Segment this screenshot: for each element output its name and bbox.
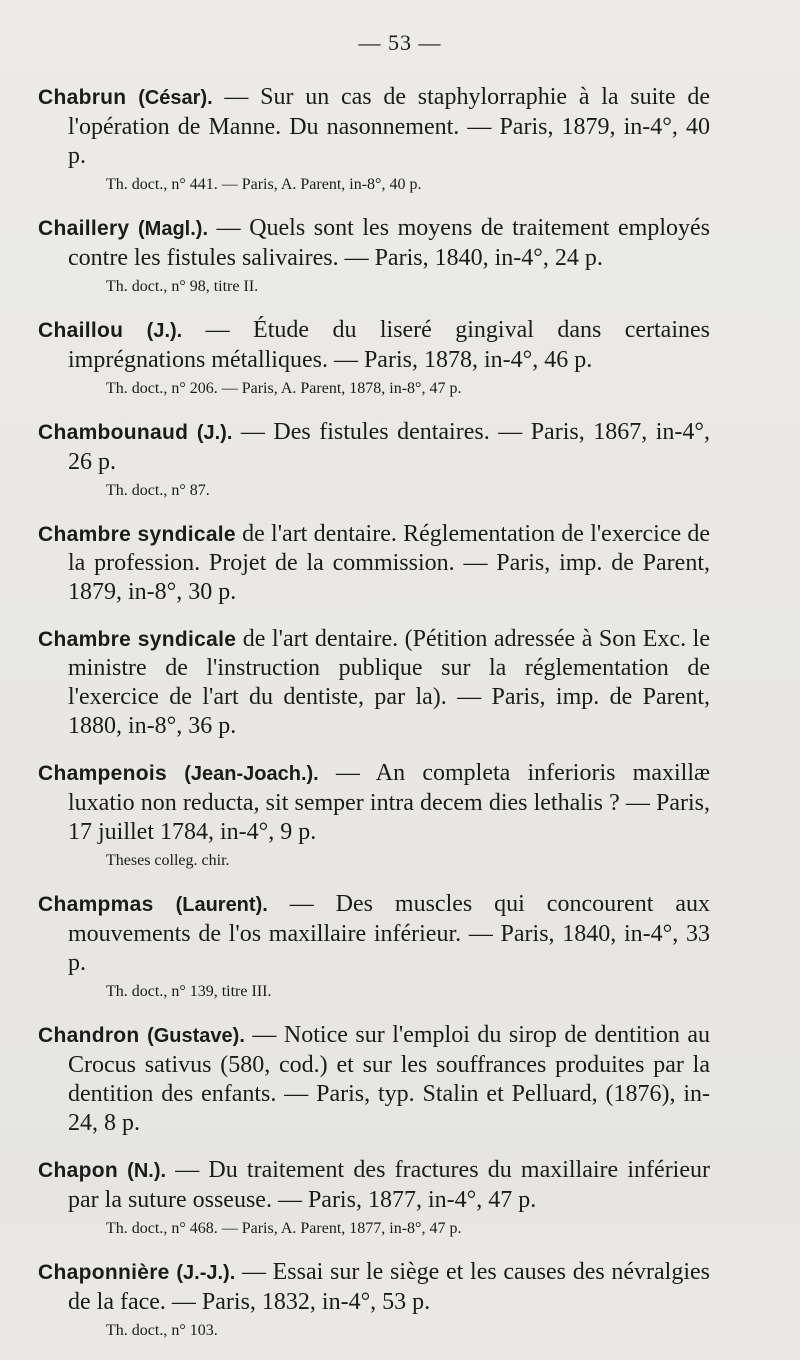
- entry-description: — Notice sur l'emploi du sirop de dentition au Crocus sativus (580, cod.) et sur les souffrances produites par la dentition des enfants. — Paris, typ. Stalin et Pelluard, (1876), in-24, 8 p.: [68, 1022, 711, 1136]
- entry-note: Th. doct., n° 139, titre III.: [106, 983, 272, 1000]
- bibliography-entry: [38, 1258, 710, 1342]
- author-given-name: (N.).: [127, 1160, 167, 1182]
- author-given-name: (J.).: [146, 320, 183, 342]
- author-name: Chapon: [38, 1159, 118, 1182]
- entry-text: [38, 1258, 710, 1317]
- entry-text: [38, 759, 710, 847]
- entry-text: [38, 890, 710, 978]
- bibliography-list: [38, 83, 710, 1360]
- bibliography-entry: [38, 759, 710, 872]
- author-name: Champmas: [38, 893, 154, 916]
- author-given-name: (J.).: [196, 422, 233, 444]
- author-name: Chaillou: [38, 319, 124, 342]
- author-name: Chaponnière: [38, 1261, 170, 1284]
- entry-description: — Des muscles qui concourent aux mouvements de l'os maxillaire inférieur. — Paris, 1840, in-4°, 33 p.: [68, 891, 711, 976]
- entry-text: [38, 625, 710, 741]
- bibliography-entry: [38, 418, 710, 502]
- entry-text: [38, 520, 710, 607]
- entry-note: Th. doct., n° 441. — Paris, A. Parent, in-8°, 40 p.: [106, 176, 422, 193]
- entry-description: — An completa inferioris maxillæ luxatio non reducta, sit semper intra decem dies lethalis ? — Paris, 17 juillet 1784, in-4°, 9 p.: [68, 760, 710, 845]
- entry-text: [38, 316, 710, 375]
- author-name: Chaillery: [38, 217, 130, 240]
- author-name: Chandron: [38, 1024, 140, 1047]
- author-given-name: (Gustave).: [147, 1025, 245, 1047]
- entry-text: [38, 1021, 710, 1138]
- entry-text: [38, 1156, 710, 1215]
- entry-description: de l'art dentaire. (Pétition adressée à Son Exc. le ministre de l'instruction publique sur la réglementation de l'exercice de l'art du dentiste, par la). — Paris, imp. de Parent, 1880, in-8°, 36 p.: [68, 626, 710, 739]
- author-given-name: (Magl.).: [138, 218, 209, 240]
- entry-note: Theses colleg. chir.: [106, 852, 230, 869]
- bibliography-entry: [38, 316, 710, 400]
- author-name: Chambre syndicale: [38, 628, 237, 651]
- bibliography-entry: [38, 1156, 710, 1240]
- entry-text: [38, 418, 710, 477]
- author-name: Champenois: [38, 762, 168, 785]
- author-given-name: (J.-J.).: [176, 1262, 236, 1284]
- entry-note: Th. doct., n° 103.: [106, 1322, 218, 1339]
- entry-description: — Du traitement des fractures du maxillaire inférieur par la suture osseuse. — Paris, 1877, in-4°, 47 p.: [68, 1157, 710, 1213]
- entry-description: — Sur un cas de staphylorraphie à la suite de l'opération de Manne. Du nasonnement. — Paris, 1879, in-4°, 40 p.: [68, 84, 711, 169]
- author-given-name: (César).: [138, 87, 213, 109]
- bibliography-entry: [38, 890, 710, 1003]
- bibliography-entry: [38, 214, 710, 298]
- page-number: — 53 —: [358, 30, 442, 55]
- entry-note: Th. doct., n° 468. — Paris, A. Parent, 1877, in-8°, 47 p.: [106, 1220, 462, 1237]
- author-name: Chabrun: [38, 86, 127, 109]
- entry-note: Th. doct., n° 87.: [106, 482, 210, 499]
- entry-description: — Des fistules dentaires. — Paris, 1867, in-4°, 26 p.: [68, 419, 710, 475]
- entry-description: de l'art dentaire. Réglementation de l'exercice de la profession. Projet de la commission. — Paris, imp. de Parent, 1879, in-8°, 30 p.: [68, 521, 710, 605]
- entry-note: Th. doct., n° 206. — Paris, A. Parent, 1878, in-8°, 47 p.: [106, 380, 462, 397]
- bibliography-entry: [38, 83, 710, 196]
- author-given-name: (Laurent).: [175, 894, 268, 916]
- author-name: Chambre syndicale: [38, 523, 236, 546]
- entry-note: Th. doct., n° 98, titre II.: [106, 278, 259, 295]
- author-given-name: (Jean-Joach.).: [184, 763, 319, 785]
- author-name: Chambounaud: [38, 421, 189, 444]
- entry-text: [38, 214, 710, 273]
- bibliography-entry: [38, 625, 710, 741]
- entry-description: — Quels sont les moyens de traitement employés contre les fistules salivaires. — Paris, 1840, in-4°, 24 p.: [68, 215, 710, 271]
- entry-description: — Étude du liseré gingival dans certaines imprégnations métalliques. — Paris, 1878, in-4°, 46 p.: [68, 317, 710, 373]
- bibliography-entry: [38, 1021, 710, 1138]
- entry-description: — Essai sur le siège et les causes des névralgies de la face. — Paris, 1832, in-4°, 53 p.: [68, 1259, 711, 1315]
- entry-text: [38, 83, 710, 171]
- bibliography-entry: [38, 520, 710, 607]
